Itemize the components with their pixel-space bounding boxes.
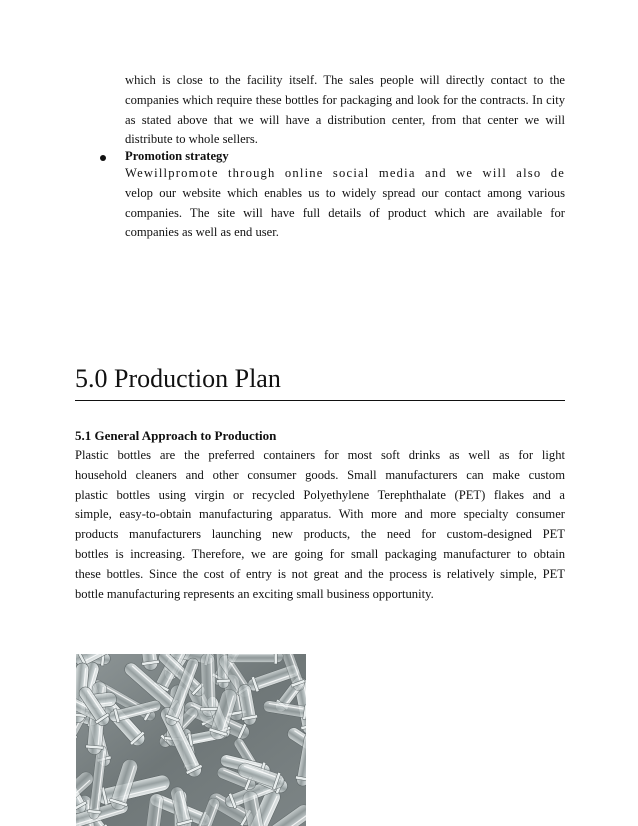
intro-paragraph [125, 71, 565, 150]
text-line: as stated above that we will have a distribution center, from that center we will [125, 112, 565, 127]
text-line: these bottles. Since the cost of entry is not great and the process is relatively simple, PET [75, 566, 565, 581]
text-line: simple, easy-to-obtain manufacturing apparatus. With more and more specialty consumer [75, 507, 565, 522]
text-line: bottles is increasing. Therefore, we are going for small packaging manufacturer to obtain [75, 546, 565, 561]
subsection-heading: 5.1 General Approach to Production [75, 428, 277, 443]
text-line: companies. The site will have full details of product which are available for [125, 205, 565, 220]
text-line: plastic bottles using virgin or recycled Polyethylene Terephthalate (PET) flakes and a [75, 487, 565, 502]
pet-preforms-photo [76, 654, 306, 826]
text-line: companies which require these bottles for packaging and look for the contracts. In city [125, 92, 565, 107]
text-line: companies as well as end user. [125, 225, 279, 240]
text-line: velop our website which enables us to widely spread our contact among various [125, 185, 565, 200]
production-paragraph [75, 446, 565, 604]
promotion-title: Promotion strategy [125, 149, 229, 163]
text-line: bottle manufacturing represents an exciting small business opportunity. [75, 586, 434, 601]
text-line: household cleaners and other consumer goods. Small manufacturers can make custom [75, 467, 565, 482]
heading-underline [75, 400, 565, 401]
text-line: which is close to the facility itself. The sales people will directly contact to the [125, 73, 565, 87]
text-line: Plastic bottles are the preferred containers for most soft drinks as well as for light [75, 448, 565, 462]
section-heading: 5.0 Production Plan [75, 364, 281, 393]
bullet-icon [100, 155, 106, 161]
promotion-paragraph [125, 164, 565, 243]
text-line: products manufacturers launching new products, the need for custom-designed PET [75, 527, 565, 542]
text-line: distribute to whole sellers. [125, 132, 258, 147]
text-line: Wewillpromote through online social media and we will also de [125, 166, 565, 180]
